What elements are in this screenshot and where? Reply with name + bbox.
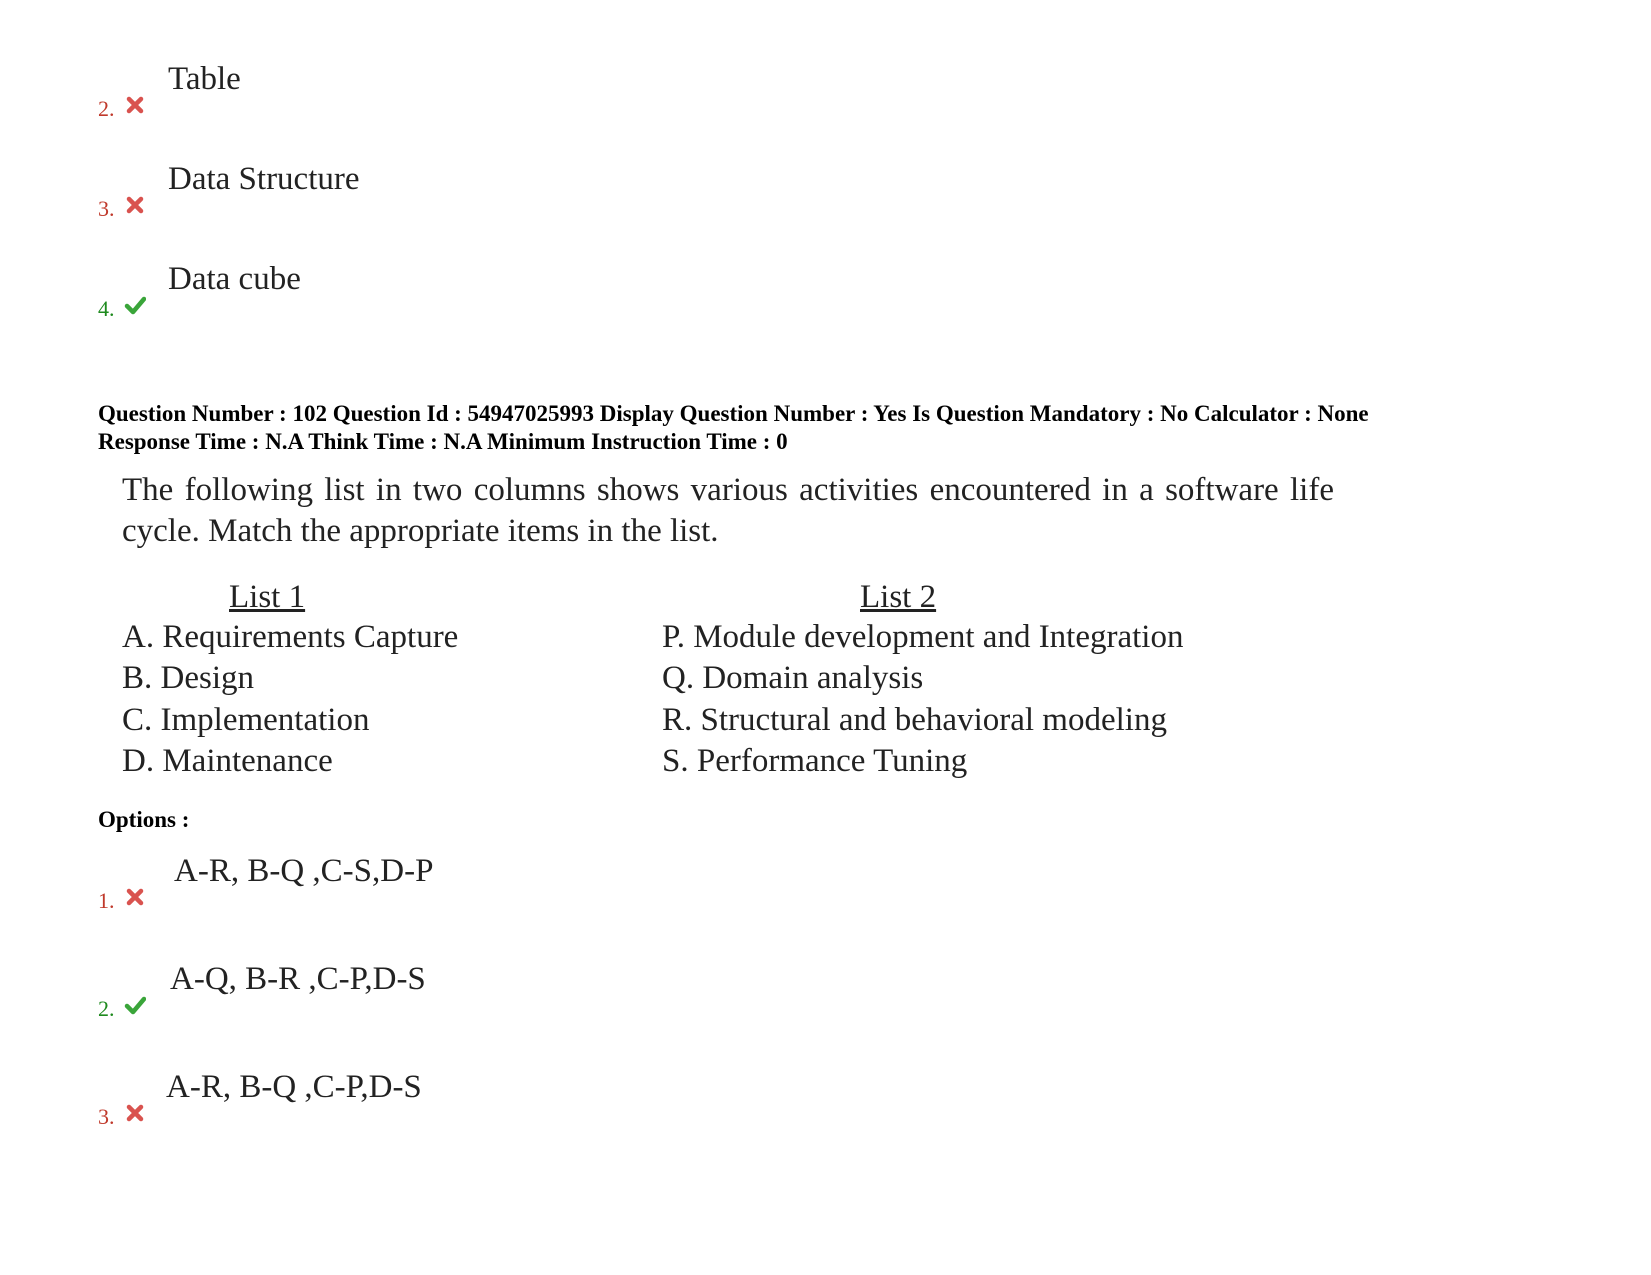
option-number: 3. [98,1104,115,1129]
question-text: The following list in two columns shows various activities encountered in a software life cycle. Match the appropriate items in the list. [122,472,1334,549]
list1-item-b: B. Design [122,660,254,696]
option-text: Data Structure [168,161,360,197]
question-meta-line-1: Question Number : 102 Question Id : 54947025993 Display Question Number : Yes Is Question Mandatory : No Calculator : None [98,401,1369,426]
option-number: 4. [98,296,115,321]
list2-heading: List 2 [860,579,937,615]
list2-item-r: R. Structural and behavioral modeling [662,702,1167,738]
option-number: 1. [98,888,115,913]
check-icon [124,294,146,316]
option-number: 3. [98,196,115,221]
option-number: 2. [98,96,115,121]
options-label: Options : [98,807,190,832]
option-1 [98,852,798,912]
cross-icon [124,1102,146,1124]
cross-icon [124,886,146,908]
option-2 [98,960,798,1020]
option-3 [98,1068,798,1128]
prev-option-3 [98,160,798,220]
option-text: Table [168,61,241,97]
option-text: A-R, B-Q ,C-S,D-P [174,853,434,889]
cross-icon [124,94,146,116]
list2-item-q: Q. Domain analysis [662,660,924,696]
list2-item-s: S. Performance Tuning [662,743,968,779]
check-icon [124,994,146,1016]
list1-item-a: A. Requirements Capture [122,619,459,655]
prev-option-4 [98,260,798,320]
option-text: A-Q, B-R ,C-P,D-S [170,961,426,997]
question-meta-line-2: Response Time : N.A Think Time : N.A Minimum Instruction Time : 0 [98,429,788,454]
list1-item-d: D. Maintenance [122,743,333,779]
option-number: 2. [98,996,115,1021]
option-text: Data cube [168,261,301,297]
option-text: A-R, B-Q ,C-P,D-S [166,1069,422,1105]
cross-icon [124,194,146,216]
list1-item-c: C. Implementation [122,702,370,738]
prev-option-2 [98,60,798,120]
list2-item-p: P. Module development and Integration [662,619,1184,655]
list1-heading: List 1 [229,579,306,615]
